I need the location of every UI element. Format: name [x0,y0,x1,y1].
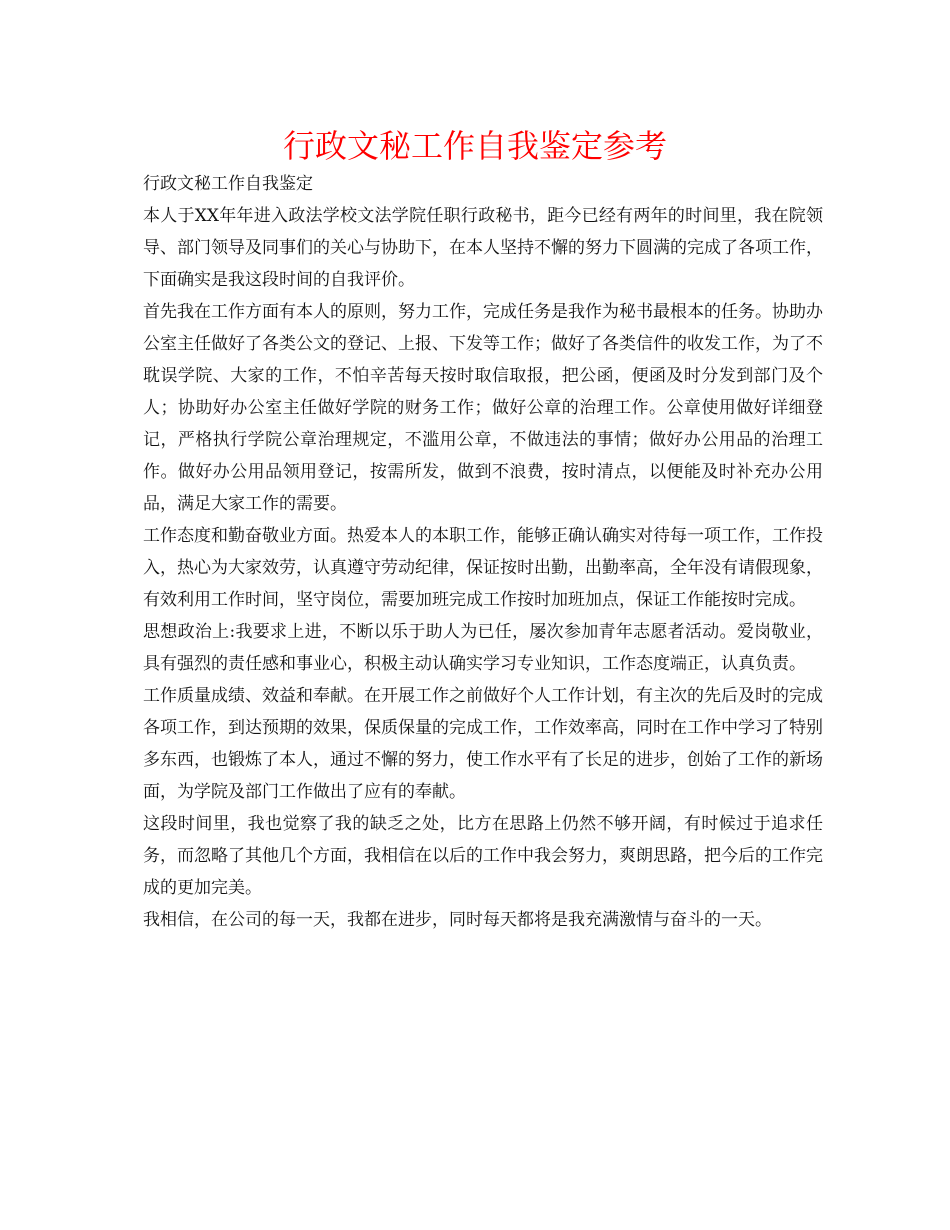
paragraph-work-attitude: 工作态度和勤奋敬业方面。热爱本人的本职工作，能够正确认确实对待每一项工作，工作投入，热心为大家效劳，认真遵守劳动纪律，保证按时出勤，出勤率高，全年没有请假现象，有效利用工作时间，坚守岗位，需要加班完成工作按时加班加点，保证工作能按时完成。 [143,526,823,610]
paragraph-political-thought: 思想政治上:我要求上进，不断以乐于助人为已任，屡次参加青年志愿者活动。爱岗敬业，具有强烈的责任感和事业心，积极主动认确实学习专业知识，工作态度端正，认真负责。 [143,622,823,674]
paragraph-subtitle: 行政文秘工作自我鉴定 [143,174,313,194]
paragraph-shortcomings: 这段时间里，我也觉察了我的缺乏之处，比方在思路上仍然不够开阔，有时候过于追求任务，而忽略了其他几个方面，我相信在以后的工作中我会努力，爽朗思路，把今后的工作完成的更加完美。 [143,814,823,898]
paragraph-conclusion: 我相信，在公司的每一天，我都在进步，同时每天都将是我充满激情与奋斗的一天。 [143,910,772,930]
paragraph-introduction: 本人于XX年年进入政法学校文法学院任职行政秘书，距今已经有两年的时间里，我在院领导、部门领导及同事们的关心与协助下，在本人坚持不懈的努力下圆满的完成了各项工作，下面确实是我这段时间的自我评价。 [143,206,823,290]
document-body [143,168,823,936]
paragraph-work-principles: 首先我在工作方面有本人的原则，努力工作，完成任务是我作为秘书最根本的任务。协助办公室主任做好了各类公文的登记、上报、下发等工作；做好了各类信件的收发工作，为了不耽误学院、大家的工作，不怕辛苦每天按时取信取报，把公函，便函及时分发到部门及个人；协助好办公室主任做好学院的财务工作；做好公章的治理工作。公章使用做好详细登记，严格执行学院公章治理规定，不滥用公章，不做违法的事情；做好办公用品的治理工作。做好办公用品领用登记，按需所发，做到不浪费，按时清点，以便能及时补充办公用品，满足大家工作的需要。 [143,302,823,514]
document-title: 行政文秘工作自我鉴定参考 [282,127,667,165]
paragraph-work-quality: 工作质量成绩、效益和奉献。在开展工作之前做好个人工作计划，有主次的先后及时的完成各项工作，到达预期的效果，保质保量的完成工作，工作效率高，同时在工作中学习了特别多东西，也锻炼了本人，通过不懈的努力，使工作水平有了长足的进步，创始了工作的新场面，为学院及部门工作做出了应有的奉献。 [143,686,823,802]
